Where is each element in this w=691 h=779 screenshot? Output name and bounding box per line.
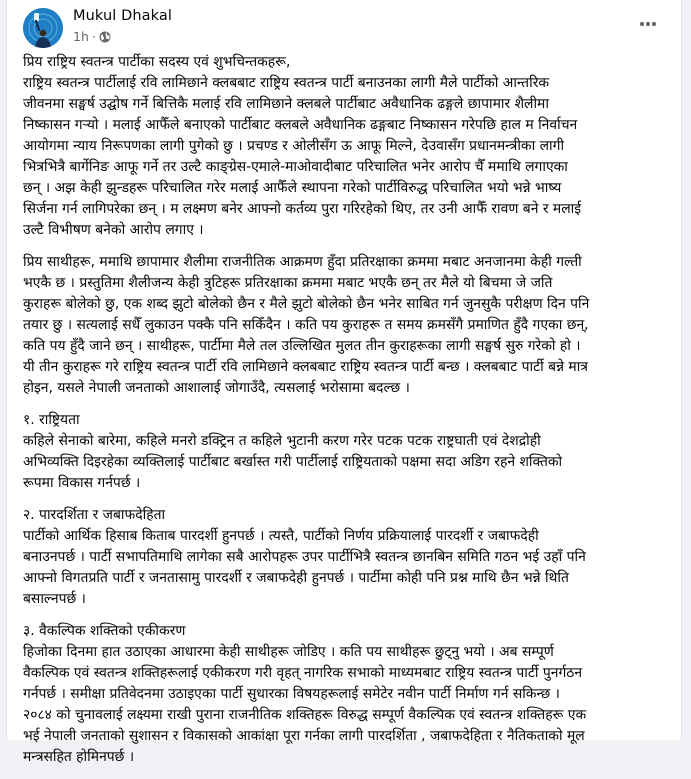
post-paragraph <box>23 410 673 494</box>
post-text-line: कहिले सेनाको बारेमा, कहिले मनरो डक्ट्रिन त कहिले भुटानी करण गरेर पटक पटक राष्ट्रघाती एवं देशद्रोही <box>23 433 541 449</box>
author-name[interactable]: Mukul Dhakal <box>73 8 172 24</box>
post-text-line: उल्टै विभीषण बनेको आरोप लगाए । <box>23 222 204 238</box>
more-options-icon[interactable] <box>637 16 659 32</box>
post-paragraph <box>23 252 673 399</box>
post-text-line: भित्रभित्रै बार्गेनिङ आफू गर्ने तर उल्टै काङ्ग्रेस-एमाले-माओवादीबाट परिचालित भनेर आरोप चैँ ममाथि लगाएका <box>23 159 568 175</box>
post-text-line: अभिव्यक्ति दिइरहेका व्यक्तिलाई पार्टीबाट बर्खास्त गरी पार्टीलाई राष्ट्रियताको पक्षमा सदा अडिग रहने शक्तिको <box>23 454 563 470</box>
post-body <box>23 52 673 779</box>
post-text-line: होइन, यसले नेपाली जनताको आशालाई जोगाउँदै, त्यसलाई भरोसामा बदल्छ । <box>23 380 410 396</box>
more-dot <box>646 22 650 26</box>
post-text-line: आफ्नो विगतप्रति पार्टी र जनतासामु पारदर्शी र जबाफदेही हुनपर्छ । पार्टीमा कोही पनि प्रश्न माथि छैन भन्ने थिति <box>23 570 569 586</box>
post-text-line: निष्कासन गर्‍यो । मलाई आफैँले बनाएको पार्टीबाट क्लबले अवैधानिक ढङ्गबाट निष्कासन गरेपछि हाल म निर्वाचन <box>23 117 578 133</box>
post-text-line: हिजोका दिनमा हात उठाएका आधारमा केही साथीहरू जोडिए । कति पय साथीहरू छुट्नु भयो । अब सम्पूर्ण <box>23 644 554 660</box>
post-text-line: बसाल्नपर्छ । <box>23 591 86 607</box>
post-paragraph <box>23 52 673 241</box>
post-card <box>6 0 682 765</box>
post-text-line: यी तीन कुराहरू गरे राष्ट्रिय स्वतन्त्र पार्टी रवि लामिछाने क्लबबाट राष्ट्रिय स्वतन्त्र पार्टी बन्छ । क्लबबाट पार्टी बन्ने मात्र <box>23 359 588 375</box>
post-paragraph <box>23 505 673 610</box>
more-dot <box>652 22 656 26</box>
post-text-line: प्रिय राष्ट्रिय स्वतन्त्र पार्टीका सदस्य एवं शुभचिन्तकहरू, <box>23 54 291 70</box>
post-text-line: प्रिय साथीहरू, ममाथि छापामार शैलीमा राजनीतिक आक्रमण हुँदा प्रतिरक्षाका क्रममा मबाट अनजानमा केही गल्ती <box>23 254 582 270</box>
post-text-line: आयोगमा न्याय निरूपणका लागी पुगेको छु । प्रचण्ड र ओलीसँग ऊ आफू मिल्ने, देउवासँग प्रधानमन्त्रीका लागी <box>23 138 565 154</box>
avatar-image <box>23 8 63 48</box>
post-text-line: रूपमा विकास गर्नपर्छ । <box>23 475 141 491</box>
post-text-line: गर्नपर्छ । समीक्षा प्रतिवेदनमा उठाइएका पार्टी सुधारका विषयहरूलाई समेटेर नवीन पार्टी निर्माण गर्न सकिन्छ । <box>23 686 560 702</box>
post-text-line: वैकल्पिक एवं स्वतन्त्र शक्तिहरूलाई एकीकरण गरी वृहत् नागरिक सभाको माध्यमबाट राष्ट्रिय स्वतन्त्र पार्टी पुनर्गठन <box>23 665 583 681</box>
section-heading: ३. वैकल्पिक शक्तिको एकीकरण <box>23 623 186 639</box>
post-text-line: पार्टीको आर्थिक हिसाब किताब पारदर्शी हुनपर्छ । त्यस्तै, पार्टीको निर्णय प्रक्रियालाई पारदर्शी र जबाफदेही <box>23 528 539 544</box>
post-paragraph <box>23 621 673 768</box>
post-text-line: २०८४ को चुनावलाई लक्ष्यमा राखी पुराना राजनीतिक शक्तिहरू विरुद्ध सम्पूर्ण वैकल्पिक एवं स्वतन्त्र शक्तिहरू एक <box>23 707 587 723</box>
post-meta <box>73 29 111 44</box>
post-text-line: जीवनमा सङ्घर्ष उद्घोष गर्ने बित्तिकै मलाई रवि लामिछाने क्लबले पार्टीबाट अवैधानिक ढङ्गले छापामार शैलीमा <box>23 96 549 112</box>
post-time[interactable]: 1h <box>73 29 89 44</box>
post-text-line: कुराहरू बोलेको छु, एक शब्द झुटो बोलेको छैन र मैले झुटो बोलेको छैन भनेर साबित गर्न जुनसुकै परीक्षण दिन पनि <box>23 296 590 312</box>
post-text-line: भएकै छ । प्रस्तुतिमा शैलीजन्य केही त्रुटिहरू प्रतिरक्षाका क्रममा मबाट भएकै छन् तर मैले यो बिचमा जे जति <box>23 275 553 291</box>
post-text-line: भई नेपाली जनताको सुशासन र विकासको आकांक्षा पूरा गर्नका लागी पारदर्शिता , जबाफदेहिता र नैतिकताको मूल <box>23 728 585 744</box>
post-text-line: बनाउनपर्छ । पार्टी सभापतिमाथि लागेका सबै आरोपहरू उपर पार्टीभित्रै स्वतन्त्र छानबिन समिति गठन भई उहाँ पनि <box>23 549 586 565</box>
post-text-line: राष्ट्रिय स्वतन्त्र पार्टीलाई रवि लामिछाने क्लबबाट राष्ट्रिय स्वतन्त्र पार्टी बनाउनका लागी मैले पार्टीको आन्तरिक <box>23 75 550 91</box>
post-text-line: मन्त्रसहित होमिनपर्छ । <box>23 749 135 765</box>
more-dot <box>640 22 644 26</box>
author-avatar[interactable] <box>23 8 63 48</box>
post-header <box>7 0 681 52</box>
section-heading: २. पारदर्शिता र जबाफदेहिता <box>23 507 166 523</box>
post-text-line: सिर्जना गर्न लागिपरेका छन् । म लक्ष्मण बनेर आफ्नो कर्तव्य पुरा गरिरहेको थिए, तर उनी आफैँ रावण बने र मलाई <box>23 201 582 217</box>
globe-icon[interactable] <box>99 31 111 43</box>
post-text-line: छन् । अझ केही झुन्डहरू परिचालित गरेर मलाई आफैँले स्थापना गरेको पार्टीविरुद्ध परिचालित भयो भन्ने भाष्य <box>23 180 562 196</box>
section-heading: १. राष्ट्रियता <box>23 412 80 428</box>
post-text-line: तयार छु । सत्यलाई सधैँ लुकाउन पक्कै पनि सकिँदैन । कति पय कुराहरू त समय क्रमसँगै प्रमाणित हुँदै गएका छन्, <box>23 317 589 333</box>
post-text-line: कति पय हुँदै जाने छन् । साथीहरू, पार्टीमा मैले तल उल्लिखित मुलत तीन कुराहरूका लागी सङ्घर्ष सुरु गरेको हो । <box>23 338 581 354</box>
meta-separator: · <box>91 29 96 44</box>
